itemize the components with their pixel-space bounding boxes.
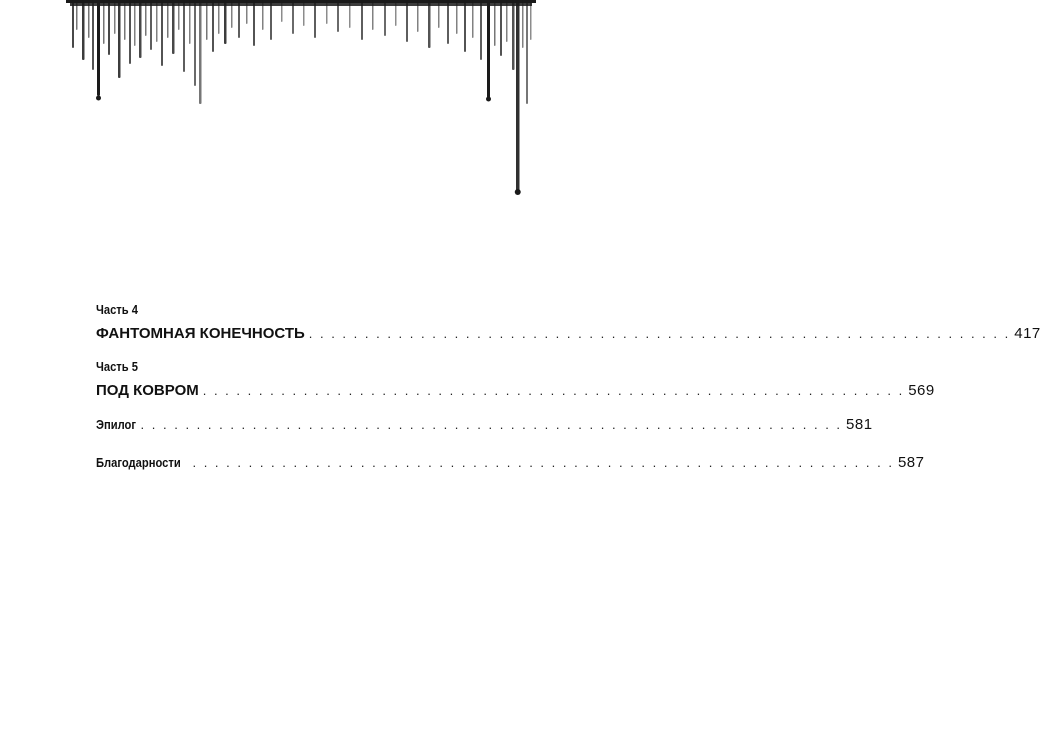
part-label: Часть 5	[96, 359, 138, 374]
table-of-contents	[96, 302, 1041, 492]
entry-title: Благодарности	[96, 455, 181, 470]
toc-entry-phantom-limb[interactable]	[96, 324, 1041, 344]
entry-title: Эпилог	[96, 417, 137, 432]
toc-entry-under-the-rug[interactable]	[96, 381, 935, 401]
entry-title: ПОД КОВРОМ	[96, 382, 199, 399]
dot-leader: . . . . . . . . . . . . . . . . . . . . . . . . . . . . . . . . . . . . . . . . . . . . . . . . . . . . . . . . . . . . . . .	[202, 383, 905, 398]
toc-acknowledgments	[96, 454, 925, 472]
toc-part-5	[96, 359, 935, 401]
toc-entry-acknowledgments[interactable]	[96, 454, 925, 472]
page-number: 417	[1014, 325, 1041, 342]
page-number: 587	[897, 454, 925, 471]
dot-leader: . . . . . . . . . . . . . . . . . . . . . . . . . . . . . . . . . . . . . . . . . . . . . . . . . . . . . . . . . . . . . . .	[140, 417, 843, 432]
dot-leader: . . . . . . . . . . . . . . . . . . . . . . . . . . . . . . . . . . . . . . . . . . . . . . . . . . . . . . . . . . . . . . .	[308, 326, 1011, 341]
page-number: 569	[908, 382, 935, 399]
dot-leader: . . . . . . . . . . . . . . . . . . . . . . . . . . . . . . . . . . . . . . . . . . . . . . . . . . . . . . . . . . . . . . .	[192, 455, 894, 470]
page-number: 581	[846, 416, 873, 433]
toc-part-4	[96, 302, 1041, 344]
ink-drips-icon	[0, 0, 600, 210]
toc-epilogue	[96, 416, 873, 434]
toc-entry-epilogue[interactable]	[96, 416, 873, 434]
entry-title: ФАНТОМНАЯ КОНЕЧНОСТЬ	[96, 325, 305, 342]
part-label: Часть 4	[96, 302, 138, 317]
